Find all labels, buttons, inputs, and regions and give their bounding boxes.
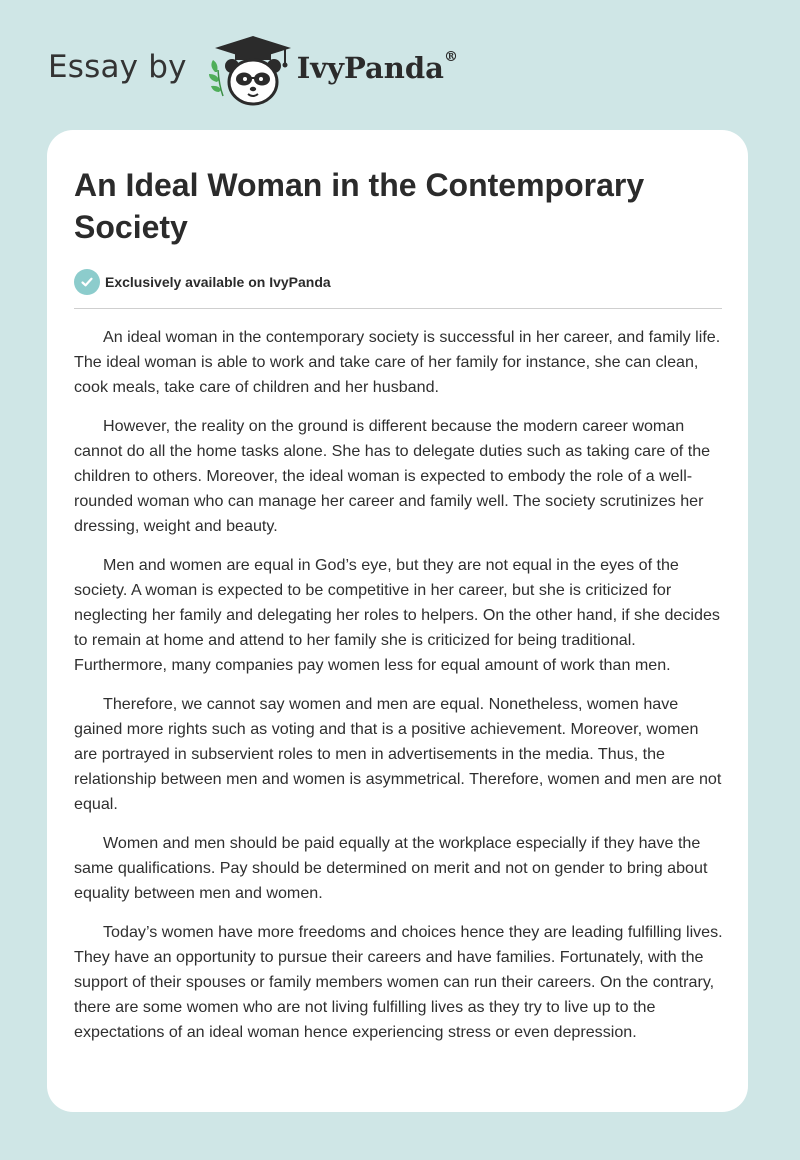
essay-card bbox=[47, 130, 748, 1112]
brand-name[interactable] bbox=[297, 51, 458, 85]
paragraph: Women and men should be paid equally at the workplace especially if they have the same qualifications. Pay should be determined on merit and not on gender to bring about equality between men and women. bbox=[74, 834, 708, 902]
essay-title: An Ideal Woman in the Contemporary Society bbox=[74, 167, 645, 245]
divider bbox=[74, 308, 722, 309]
brand-label: IvyPanda bbox=[296, 51, 444, 85]
paragraph: Men and women are equal in God’s eye, but they are not equal in the eyes of the society. A woman is expected to be competitive in her career, but she is criticized for neglecting her family and delegating her roles to helpers. On the other hand, if she decides to remain at home and attend to her family she is criticized for being traditional. Furthermore, many companies pay women less for equal amount of work than men. bbox=[74, 556, 720, 674]
exclusive-badge bbox=[74, 268, 722, 296]
essay-by-label: Essay by bbox=[48, 49, 187, 85]
check-icon bbox=[74, 269, 100, 295]
essay-body bbox=[74, 325, 724, 1045]
site-header bbox=[48, 30, 458, 110]
panda-logo-icon[interactable] bbox=[205, 30, 295, 110]
registered-mark: ® bbox=[443, 49, 458, 65]
paragraph: However, the reality on the ground is different because the modern career woman cannot do all the home tasks alone. She has to delegate duties such as taking care of the children to others. Moreover, the ideal woman is expected to embody the role of a well-rounded woman who can manage her career and family well. The society scrutinizes her dressing, weight and beauty. bbox=[74, 417, 711, 535]
paragraph: Today’s women have more freedoms and choices hence they are leading fulfilling lives. They have an opportunity to pursue their careers and have families. Fortunately, with the support of their spouses or family members women can run their careers. On the contrary, there are some women who are not living fulfilling lives as they try to live up to the expectations of an ideal woman hence experiencing stress or even depression. bbox=[74, 923, 723, 1041]
paragraph: Therefore, we cannot say women and men are equal. Nonetheless, women have gained more rights such as voting and that is a positive achievement. Moreover, women are portrayed in subservient roles to men in advertisements in the media. Thus, the relationship between men and women is asymmetrical. Therefore, women and men are not equal. bbox=[74, 695, 722, 813]
exclusive-badge-label: Exclusively available on IvyPanda bbox=[105, 274, 331, 290]
paragraph: An ideal woman in the contemporary society is successful in her career, and family life. The ideal woman is able to work and take care of her family for instance, she can clean, cook meals, take care of children and her husband. bbox=[74, 328, 721, 396]
